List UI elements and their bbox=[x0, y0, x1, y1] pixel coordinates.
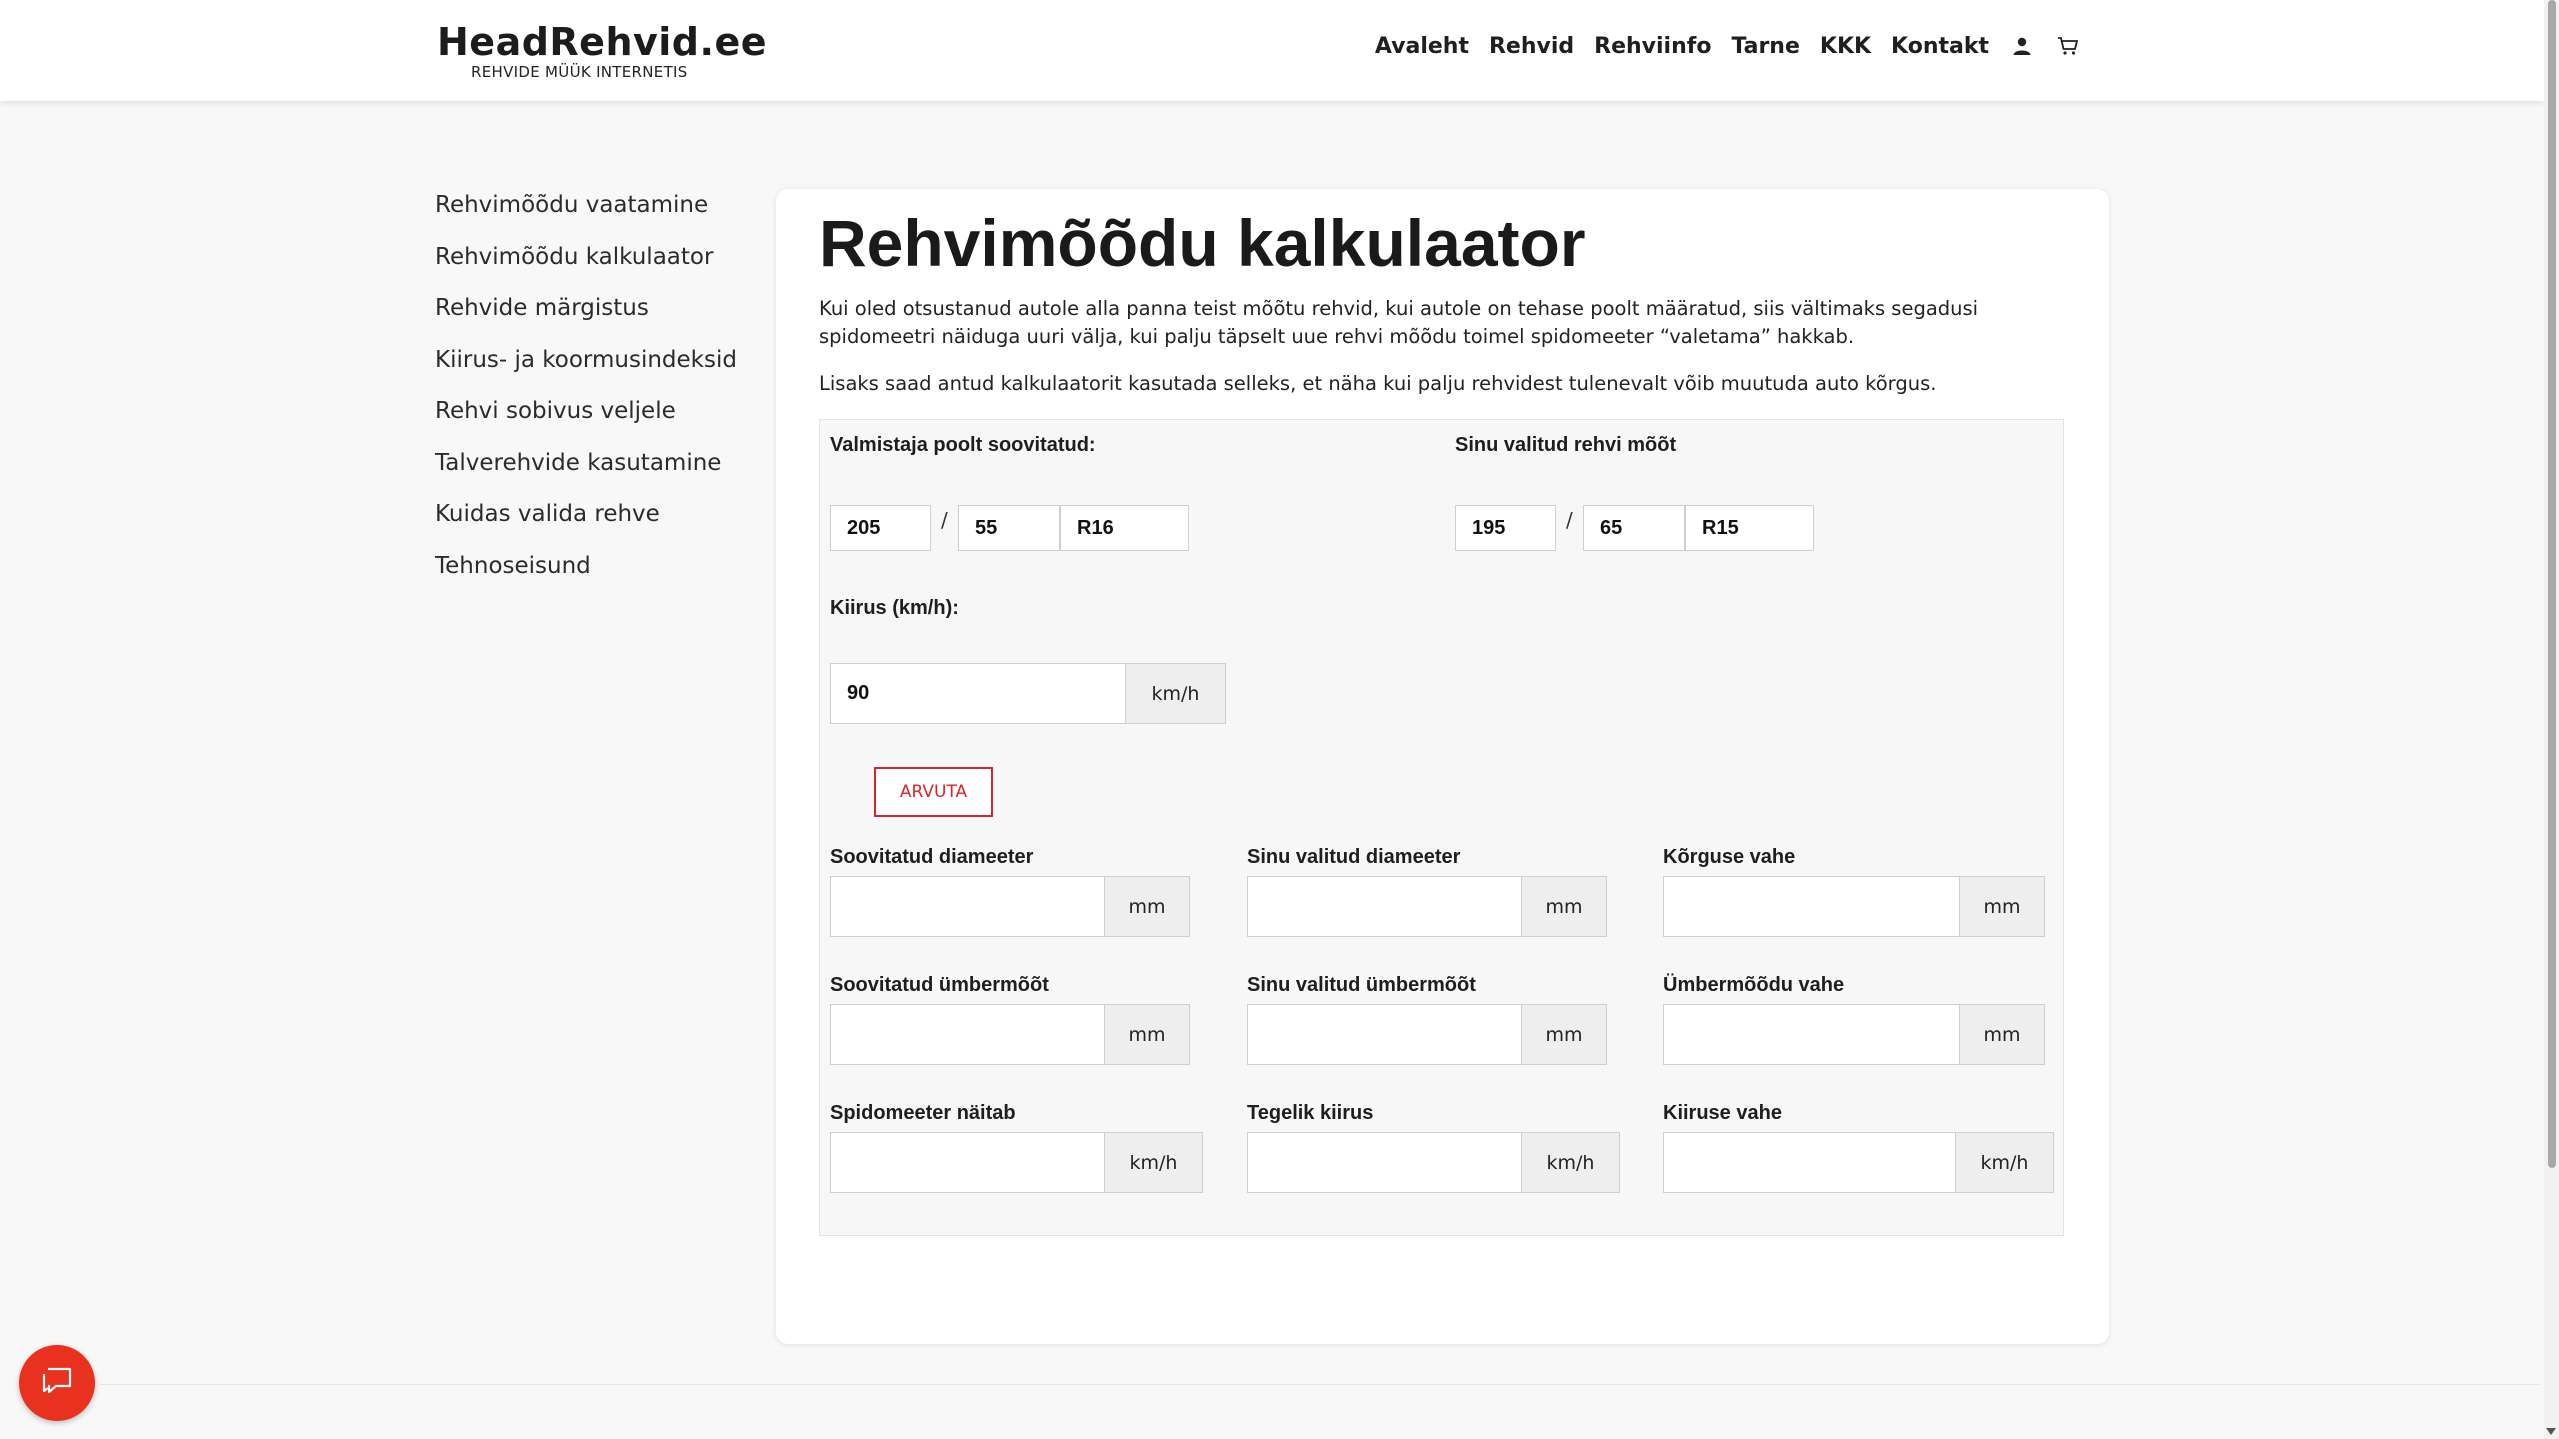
main-card bbox=[776, 189, 2109, 1344]
sidebar-item-rehvimoodu-kalkulaator[interactable]: Rehvimõõdu kalkulaator bbox=[435, 243, 714, 270]
intro-paragraph-2: Lisaks saad antud kalkulaatorit kasutada selleks, et näha kui palju rehvidest tulenevalt võib muutuda auto kõrgus. bbox=[819, 372, 1937, 395]
speed-input[interactable]: 90 bbox=[830, 663, 1126, 724]
result-unit: km/h bbox=[1521, 1132, 1620, 1193]
recommended-profile-input[interactable]: 55 bbox=[958, 505, 1060, 551]
selected-circumference-output[interactable] bbox=[1247, 1004, 1522, 1065]
recommended-size-label: Valmistaja poolt soovitatud: bbox=[830, 434, 1096, 456]
result-label: Sinu valitud diameeter bbox=[1247, 846, 1461, 868]
selected-rim-select[interactable]: R15 bbox=[1685, 505, 1814, 551]
result-unit: mm bbox=[1521, 876, 1607, 937]
speed-difference-output[interactable] bbox=[1663, 1132, 1956, 1193]
result-unit: mm bbox=[1104, 1004, 1190, 1065]
result-label: Spidomeeter näitab bbox=[830, 1102, 1016, 1124]
sidebar-item-rehvimoodu-vaatamine[interactable]: Rehvimõõdu vaatamine bbox=[435, 192, 709, 218]
logo-tagline: REHVIDE MÜÜK INTERNETIS bbox=[471, 63, 688, 81]
result-unit: km/h bbox=[1104, 1132, 1203, 1193]
size-separator: / bbox=[1566, 508, 1573, 532]
nav-rehviinfo[interactable]: Rehviinfo bbox=[1594, 33, 1712, 59]
intro-text bbox=[819, 295, 2059, 417]
height-difference-output[interactable] bbox=[1663, 876, 1960, 937]
result-label: Kõrguse vahe bbox=[1663, 846, 1796, 868]
calculate-button[interactable]: ARVUTA bbox=[874, 767, 993, 817]
scrollbar-thumb[interactable] bbox=[2548, 0, 2556, 1168]
result-unit: km/h bbox=[1955, 1132, 2054, 1193]
recommended-circumference-output[interactable] bbox=[830, 1004, 1105, 1065]
speed-unit: km/h bbox=[1125, 663, 1226, 724]
page-title: Rehvimõõdu kalkulaator bbox=[819, 206, 1586, 280]
result-unit: mm bbox=[1959, 1004, 2045, 1065]
nav-avaleht[interactable]: Avaleht bbox=[1374, 33, 1469, 59]
result-label: Kiiruse vahe bbox=[1663, 1102, 1782, 1124]
sidebar-item-rehvi-sobivus[interactable]: Rehvi sobivus veljele bbox=[435, 398, 676, 424]
site-header bbox=[0, 0, 2544, 101]
chat-icon bbox=[38, 1362, 76, 1405]
recommended-diameter-output[interactable] bbox=[830, 876, 1105, 937]
result-unit: mm bbox=[1104, 876, 1190, 937]
result-label: Soovitatud diameeter bbox=[830, 846, 1034, 868]
scroll-down-arrow[interactable] bbox=[2546, 1428, 2556, 1435]
sidebar-item-rehvide-margistus[interactable]: Rehvide märgistus bbox=[435, 295, 649, 321]
recommended-rim-select[interactable]: R16 bbox=[1060, 505, 1189, 551]
result-label: Soovitatud ümbermõõt bbox=[830, 974, 1049, 996]
nav-kkk[interactable]: KKK bbox=[1819, 33, 1872, 59]
result-unit: mm bbox=[1959, 876, 2045, 937]
sidebar-item-tehnoseisund[interactable]: Tehnoseisund bbox=[435, 552, 591, 579]
cart-icon[interactable] bbox=[2055, 33, 2081, 59]
recommended-width-input[interactable]: 205 bbox=[830, 505, 931, 551]
page-scrollbar[interactable] bbox=[2544, 0, 2559, 1439]
nav-kontakt[interactable]: Kontakt bbox=[1891, 33, 1989, 59]
result-label: Ümbermõõdu vahe bbox=[1663, 974, 1845, 996]
user-icon[interactable] bbox=[2009, 33, 2035, 59]
sidebar-item-kiirus-koormusindeksid[interactable]: Kiirus- ja koormusindeksid bbox=[435, 346, 737, 373]
actual-speed-output[interactable] bbox=[1247, 1132, 1522, 1193]
size-separator: / bbox=[941, 508, 948, 532]
nav-rehvid[interactable]: Rehvid bbox=[1488, 33, 1575, 59]
speed-label: Kiirus (km/h): bbox=[830, 597, 959, 619]
result-label: Sinu valitud ümbermõõt bbox=[1247, 974, 1476, 996]
footer-divider bbox=[100, 1384, 2540, 1385]
speedometer-shows-output[interactable] bbox=[830, 1132, 1105, 1193]
selected-diameter-output[interactable] bbox=[1247, 876, 1522, 937]
intro-paragraph-1: Kui oled otsustanud autole alla panna teist mõõtu rehvid, kui autole on tehase poolt määratud, siis vältimaks segadusi spidomeetri näiduga uuri välja, kui palju täpselt uue rehvi mõõdu toimel spidomeeter “valetama” hakkab. bbox=[819, 297, 1979, 348]
site-logo[interactable] bbox=[437, 22, 767, 81]
sidebar-nav bbox=[435, 186, 737, 598]
result-unit: mm bbox=[1521, 1004, 1607, 1065]
calculator-panel bbox=[819, 419, 2064, 1236]
result-label: Tegelik kiirus bbox=[1247, 1102, 1374, 1124]
nav-tarne[interactable]: Tarne bbox=[1731, 33, 1800, 59]
circumference-difference-output[interactable] bbox=[1663, 1004, 1960, 1065]
sidebar-item-talverehvid[interactable]: Talverehvide kasutamine bbox=[435, 449, 722, 476]
sidebar-item-kuidas-valida[interactable]: Kuidas valida rehve bbox=[435, 501, 660, 527]
chat-button[interactable] bbox=[19, 1345, 95, 1421]
logo-text: HeadRehvid.ee bbox=[437, 20, 767, 64]
selected-width-input[interactable]: 195 bbox=[1455, 505, 1556, 551]
selected-size-label: Sinu valitud rehvi mõõt bbox=[1455, 434, 1677, 456]
main-nav bbox=[1375, 33, 2081, 59]
selected-profile-input[interactable]: 65 bbox=[1583, 505, 1685, 551]
